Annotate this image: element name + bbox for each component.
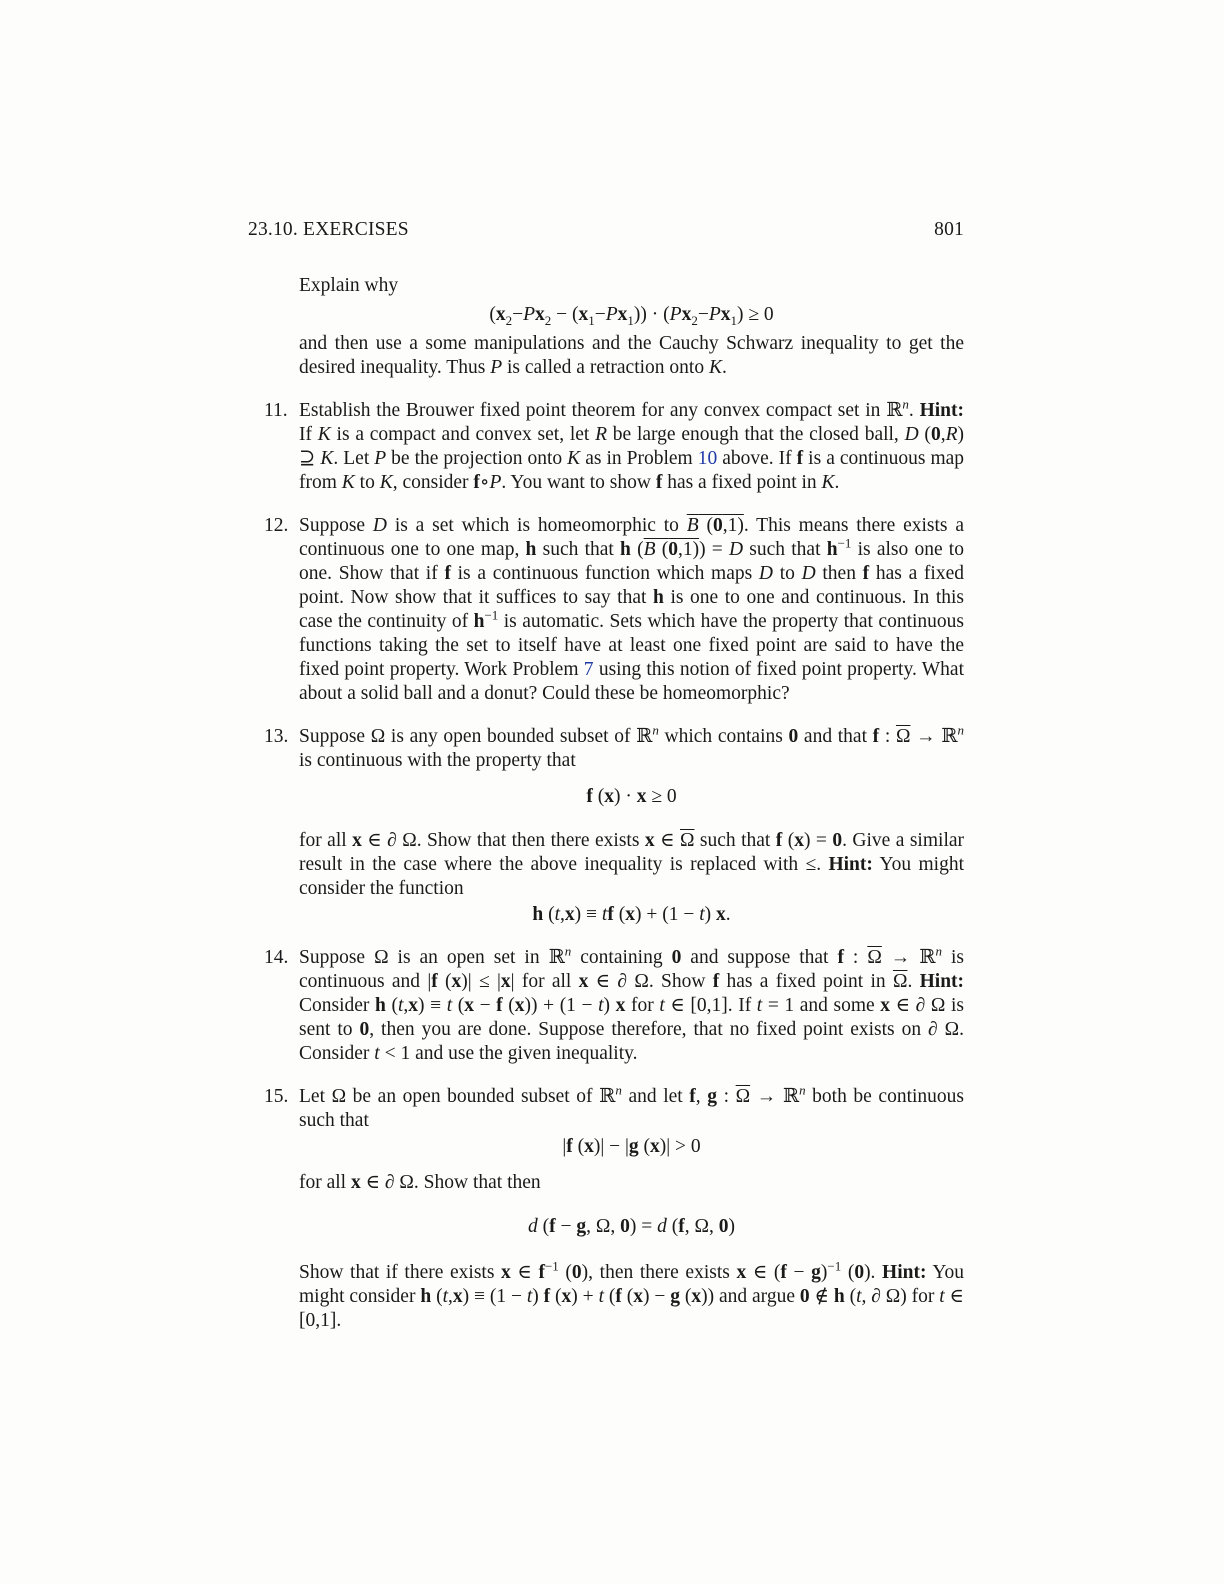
problem-number: 15.	[264, 1086, 289, 1107]
problem-number: 11.	[264, 400, 288, 421]
problem-text: Show that if there exists x ∈ $f^{-1}$ (0), then there exists x ∈ $(f - g)^{-1}$ (0). Hint: You might consider h (t,x) ≡ (1 − t) f (x) + t (f (x) − g (x)) and argue 0 ∉ h (t, ∂ Ω) for t ∈ [0,1].	[299, 1258, 964, 1331]
display-formula: f (x) · x ≥ 0	[586, 786, 677, 807]
problem-text: Suppose Ω is an open set in ℝ$^n$ containing 0 and suppose that f : $\overline{\Omega}$ → ℝ$^n$ is continuous and |f (x)| ≤ |x| for all x ∈ ∂ Ω. Show f has a fixed point in $\overline{\Omega}$. Hint: Consider h (t,x) ≡ t (x − f (x)) + (1 − t) x for t ∈ [0,1]. If t = 1 and some x ∈ ∂ Ω is sent to 0, then you are done. Suppose therefore, that no fixed point exists on ∂ Ω. Consider t < 1 and use the given inequality.	[299, 943, 965, 1064]
running-header	[248, 218, 964, 244]
document-page	[248, 218, 964, 1333]
problem-number: 13.	[264, 726, 289, 747]
page-number: 801	[934, 219, 964, 240]
problem-12	[248, 514, 964, 706]
problem-11	[248, 396, 965, 495]
problem-text: Suppose D is a set which is homeomorphic to B (0,1). This means there exists a continuous one to one map, h such that h (B (0,1)) = D such that $h^{-1}$ is also one to one. Show that if f is a continuous function which maps D to D then f has a fixed point. Now show that it suffices to say that h is one to one and continuous. In this case the continuity of $h^{-1}$ is automatic. Sets which have the property that continuous functions taking the set to itself have at least one fixed point are said to have the fixed point property. Work Problem 7 using this notion of fixed point property. What about a solid ball and a donut? Could these be homeomorphic?	[299, 515, 965, 704]
display-formula: h (t,x) ≡ tf (x) + (1 − t) x.	[532, 904, 731, 925]
problem-text: for all x ∈ ∂ Ω. Show that then there exists x ∈ $\overline{\Omega}$ such that f (x) = 0. Give a similar result in the case where the above inequality is replaced with ≤. Hint: You might consider the function	[299, 830, 965, 899]
problem-text: Suppose Ω is any open bounded subset of ℝ$^n$ which contains 0 and that f : $\overline{\Omega}$ → ℝ$^n$ is continuous with the property that	[299, 722, 964, 771]
inequality-formula: $(x_2-Px_2 - (x_1-Px_1)) \cdot (Px_2-Px_1) \ge 0$	[489, 304, 774, 328]
section-title: 23.10. EXERCISES	[248, 219, 409, 240]
problem-10-continuation	[299, 274, 964, 380]
paragraph: and then use a some manipulations and the Cauchy Schwarz inequality to get the desired inequality. Thus P is called a retraction onto K.	[299, 333, 964, 378]
problem-number: 12.	[264, 515, 289, 536]
problem-15	[248, 1082, 965, 1333]
problem-link[interactable]: 7	[583, 659, 594, 680]
problem-link[interactable]: 10	[697, 448, 718, 469]
problem-number: 14.	[264, 947, 289, 968]
problem-text: Let Ω be an open bounded subset of ℝ$^n$ and let f, g : $\overline{\Omega}$ → ℝ$^n$ both be continuous such that	[299, 1082, 965, 1131]
problem-14	[248, 943, 965, 1066]
explain-text: Explain why	[299, 275, 399, 296]
display-formula: |f (x)| − |g (x)| > 0	[562, 1136, 701, 1157]
display-formula: d (f − g, Ω, 0) = d (f, Ω, 0)	[528, 1216, 735, 1237]
problem-text: for all x ∈ ∂ Ω. Show that then	[299, 1172, 541, 1193]
problem-13	[248, 722, 965, 927]
problem-text: Establish the Brouwer fixed point theorem for any convex compact set in ℝ$^n$. Hint: If K is a compact and convex set, let R be large enough that the closed ball, D (0,R) ⊇ K. Let P be the projection onto K as in Problem 10 above. If f is a continuous map from K to K, consider f∘P. You want to show f has a fixed point in K.	[299, 396, 965, 493]
